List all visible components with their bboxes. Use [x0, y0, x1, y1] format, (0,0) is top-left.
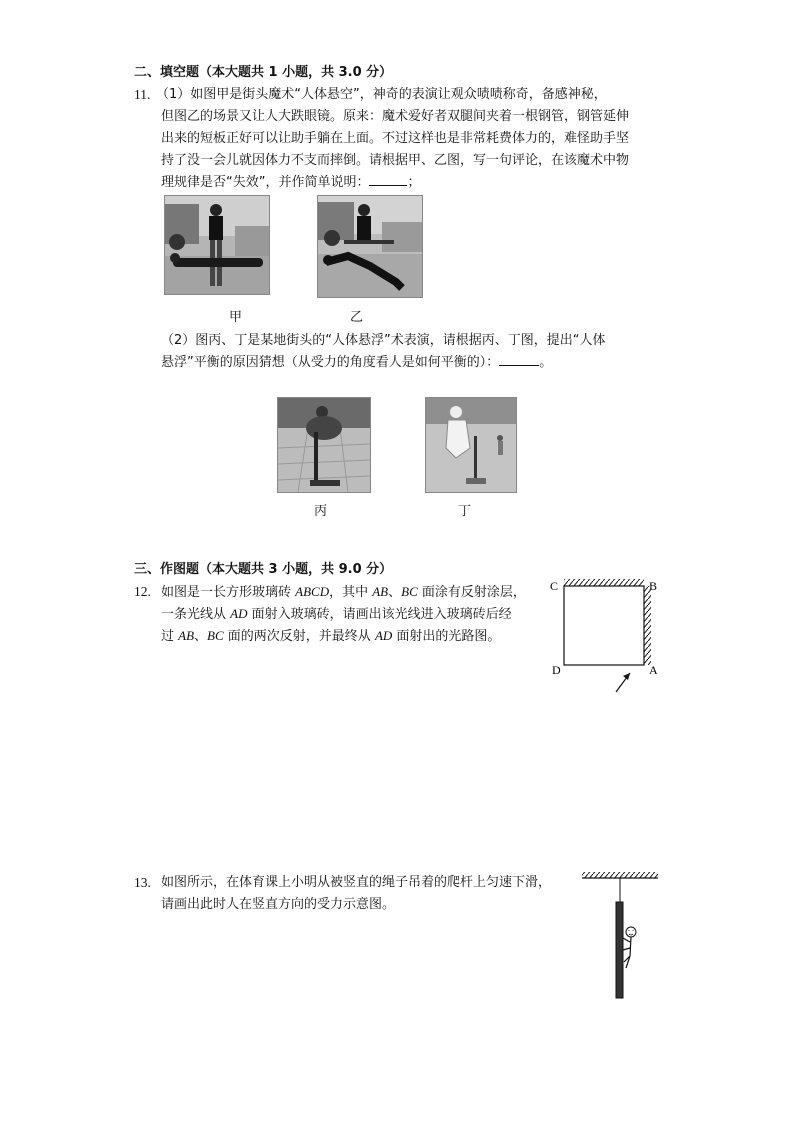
photo-jia — [164, 195, 270, 295]
photo-yi — [317, 195, 423, 298]
q12-line-1-c: 面涂有反射涂层， — [417, 585, 526, 600]
coating-top-hatch — [564, 579, 644, 586]
q12-line-3-a: 过 — [161, 629, 179, 644]
caption-jia: 甲 — [229, 310, 243, 325]
q12-line-3 — [161, 625, 500, 648]
q12-line-1-b: ，其中 — [329, 585, 373, 600]
climbing-pole — [616, 902, 623, 998]
coating-right-hatch — [644, 586, 651, 665]
q12-ab-2: AB — [178, 628, 195, 643]
q12-line-2-a: 一条光线从 — [161, 607, 231, 622]
q12-ad-2: AD — [374, 628, 393, 643]
q11-line-1: （1）如图甲是街头魔术“人体悬空”，神奇的表演让观众啧啧称奇，备感神秘， — [156, 87, 607, 102]
section-title-fill-in: 二、填空题（本大题共 1 小题，共 3.0 分） — [134, 65, 393, 80]
q11-part2-line-1: （2）图丙、丁是某地街头的“人体悬浮”术表演，请根据丙、丁图，提出“人体 — [161, 333, 606, 348]
glass-brick-rect — [564, 586, 644, 665]
q12-line-2-b: 面射入玻璃砖，请画出该光线进入玻璃砖后经 — [247, 607, 512, 622]
q11-part2-line-2-end: 。 — [539, 355, 553, 370]
q13-line-1: 如图所示，在体育课上小明从被竖直的绳子吊着的爬杆上匀速下滑， — [161, 875, 552, 890]
caption-bing: 丙 — [314, 504, 328, 519]
q12-line-1-a: 如图是一长方形玻璃砖 — [161, 585, 296, 600]
label-b: B — [649, 579, 658, 593]
incident-ray-arrowhead — [623, 673, 630, 680]
q12-line-3-c: 面射出的光路图。 — [392, 629, 501, 644]
q11-line-5-text: 理规律是否“失效”，并作简单说明： — [161, 175, 370, 190]
person-head — [626, 927, 636, 937]
ceiling-hatch — [582, 872, 658, 878]
q11-line-4: 持了没一会儿就因体力不支而摔倒。请根据甲、乙图，写一句评论，在该魔术中物 — [161, 153, 630, 168]
q11-part2-line-2 — [161, 352, 552, 374]
answer-blank-1[interactable] — [369, 173, 407, 186]
q11-part2-line-2-text: 悬浮”平衡的原因猜想（从受力的角度看人是如何平衡的）： — [161, 355, 500, 370]
q11-line-5-end: ； — [407, 175, 421, 190]
caption-ding: 丁 — [458, 504, 472, 519]
question-number-13: 13. — [134, 875, 151, 890]
q12-sep: 、 — [388, 585, 402, 600]
photo-bing — [277, 397, 371, 493]
question-number-12: 12. — [134, 584, 151, 599]
q12-line-2 — [161, 603, 512, 626]
q13-line-2: 请画出此时人在竖直方向的受力示意图。 — [161, 897, 396, 912]
q12-abcd: ABCD — [295, 584, 330, 599]
q11-line-2: 但图乙的场景又让人大跌眼镜。原来：魔术爱好者双腿间夹着一根钢管，钢管延伸 — [161, 109, 630, 124]
question-number-11: 11. — [134, 87, 151, 102]
climbing-pole-diagram — [578, 868, 662, 1002]
q12-bc-2: BC — [207, 628, 224, 643]
q12-sep-2: 、 — [194, 629, 208, 644]
q11-line-5 — [161, 172, 421, 194]
q12-ad: AD — [230, 606, 248, 621]
q12-line-3-b: 面的两次反射，并最终从 — [223, 629, 375, 644]
q11-line-3: 出来的短板正好可以让助手躺在上面。不过这样也是非常耗费体力的，难怪助手坚 — [161, 131, 630, 146]
photo-ding — [425, 397, 517, 493]
label-a: A — [649, 663, 658, 677]
answer-blank-2[interactable] — [499, 353, 539, 366]
label-c: C — [550, 579, 559, 593]
caption-yi: 乙 — [350, 310, 364, 325]
section-title-drawing: 三、作图题（本大题共 3 小题，共 9.0 分） — [134, 562, 393, 577]
glass-brick-diagram — [548, 575, 663, 697]
q12-ab: AB — [372, 584, 389, 599]
q12-bc: BC — [401, 584, 418, 599]
person-body — [623, 937, 631, 968]
q12-line-1 — [161, 581, 526, 604]
label-d: D — [552, 663, 561, 677]
